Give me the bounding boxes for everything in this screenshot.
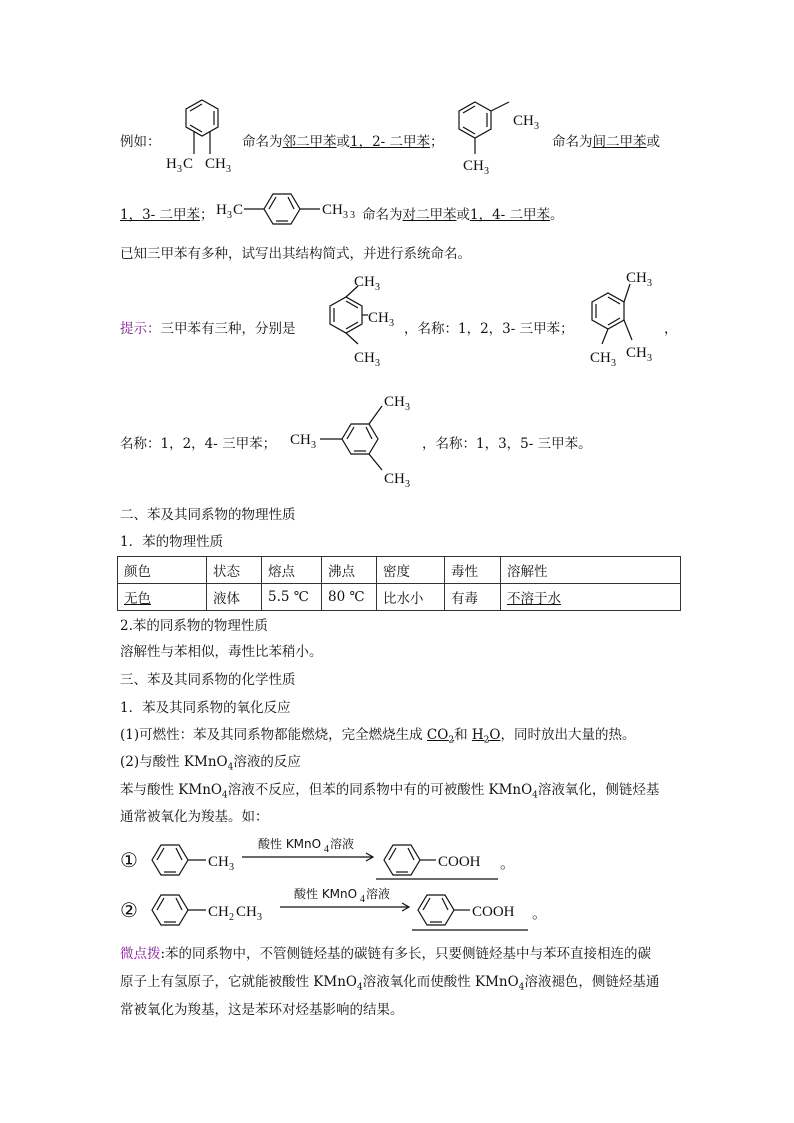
svg-text:CH: CH	[208, 904, 229, 920]
table-cell: 比水小	[377, 584, 445, 611]
svg-text:溶液: 溶液	[330, 837, 355, 851]
section2-sub2: 2.苯的同系物的物理性质	[120, 618, 268, 634]
svg-text:3: 3	[226, 164, 231, 175]
svg-text:溶液: 溶液	[366, 887, 391, 901]
table-header-cell: 密度	[377, 557, 445, 584]
question-text: 已知三甲苯有多种，试写出其结构简式，并进行系统命名。	[120, 246, 471, 262]
svg-text:2: 2	[229, 912, 234, 923]
svg-text:H: H	[216, 202, 227, 218]
meta-naming: 命名为间二甲苯或	[552, 134, 660, 150]
section2-heading: 二、苯及其同系物的物理性质	[120, 507, 296, 523]
hint-name2: 名称：1，2，4- 三甲苯；	[120, 436, 277, 452]
svg-text:CH: CH	[513, 113, 534, 129]
kmno4-heading: (2)与酸性 KMnO$_4$溶液的反应	[120, 754, 301, 773]
svg-text:3: 3	[405, 479, 410, 490]
svg-text:H: H	[166, 156, 177, 172]
svg-text:②: ②	[120, 900, 138, 922]
svg-text:CH: CH	[463, 158, 484, 174]
meta-xylene-structure	[445, 92, 555, 182]
hint-label: 提示：	[120, 321, 161, 337]
svg-text:CH: CH	[590, 350, 611, 366]
svg-text:CH: CH	[626, 345, 647, 361]
table-header-cell: 溶解性	[501, 557, 681, 584]
table-cell: 80 ℃	[322, 584, 377, 611]
svg-text:CH: CH	[384, 471, 405, 487]
table-cell: 有毒	[445, 584, 501, 611]
ortho-naming: 命名为邻二甲苯或1，2- 二甲苯；	[242, 134, 444, 150]
table-header-row	[118, 557, 681, 584]
section3-sub1: 1．苯及其同系物的氧化反应	[120, 700, 291, 716]
para-xylene-structure	[212, 188, 372, 228]
hint-intro: 提示：三甲苯有三种，分别是	[120, 321, 296, 337]
table-cell: 液体	[207, 584, 262, 611]
tip-label: 微点拨	[120, 946, 161, 962]
combustion-paragraph: (1)可燃性：苯及其同系物都能燃烧，完全燃烧生成 $CO_2$和 $H_2O$，同时放出大量的热。	[120, 727, 636, 746]
table-cell: 无色	[118, 584, 207, 611]
svg-text:CH: CH	[354, 274, 375, 290]
tip-line2: 原子上有氢原子，它就能被酸性 KMnO$_4$溶液氧化而使酸性 KMnO$_4$溶液褪色，侧链烃基通	[120, 974, 660, 993]
para-naming: 命名为对二甲苯或1，4- 二甲苯。	[362, 207, 564, 223]
table-header-cell: 状态	[207, 557, 262, 584]
svg-text:CH: CH	[208, 854, 229, 870]
kmno4-paragraph-line2: 通常被氧化为羧基。如：	[120, 809, 269, 825]
svg-text:3: 3	[647, 353, 652, 364]
section2-sub1: 1．苯的物理性质	[120, 534, 224, 550]
svg-text:CH: CH	[236, 904, 257, 920]
svg-text:酸性 KMnO: 酸性 KMnO	[258, 837, 322, 851]
table-header-cell: 沸点	[322, 557, 377, 584]
svg-text:3: 3	[389, 318, 394, 329]
svg-text:CH: CH	[322, 202, 343, 218]
table-row	[118, 584, 681, 611]
svg-text:CH: CH	[205, 156, 226, 172]
benzene-property-table	[117, 556, 681, 611]
tip-line3: 常被氧化为羧基，这是苯环对烃基影响的结果。	[120, 1002, 404, 1018]
svg-text:CH: CH	[290, 432, 311, 448]
reaction-ethylbenzene-oxidation	[118, 880, 568, 936]
trimethyl-135-structure	[290, 386, 420, 496]
svg-text:。: 。	[500, 856, 516, 872]
svg-text:4: 4	[360, 894, 365, 905]
svg-text:酸性 KMnO: 酸性 KMnO	[294, 887, 358, 901]
svg-text:。: 。	[532, 906, 548, 922]
table-header-cell: 熔点	[262, 557, 322, 584]
table-cell: 5.5 ℃	[262, 584, 322, 611]
svg-text:4: 4	[324, 844, 329, 855]
svg-text:3: 3	[350, 210, 355, 221]
hint-comma: ，	[664, 321, 678, 337]
section2-sub2-text: 溶解性与苯相似，毒性比苯稍小。	[120, 644, 323, 660]
svg-text:CH: CH	[354, 350, 375, 366]
svg-text:CH: CH	[368, 310, 389, 326]
svg-text:C: C	[183, 156, 194, 172]
svg-text:CH: CH	[626, 270, 647, 286]
tip-line1: 微点拨:苯的同系物中，不管侧链烃基的碳链有多长，只要侧链烃基中与苯环直接相连的碳	[120, 946, 652, 962]
kmno4-paragraph-line1: 苯与酸性 KMnO$_4$溶液不反应，但苯的同系物中有的可被酸性 KMnO$_4$溶液氧化，侧链烃基	[120, 782, 660, 801]
svg-text:3: 3	[343, 210, 348, 221]
reaction-toluene-oxidation	[118, 830, 558, 884]
table-header-cell: 毒性	[445, 557, 501, 584]
svg-text:①: ①	[120, 850, 138, 872]
trimethyl-123-structure	[300, 266, 410, 372]
svg-text:3: 3	[227, 210, 232, 221]
svg-text:3: 3	[375, 282, 380, 293]
section3-heading: 三、苯及其同系物的化学性质	[120, 672, 296, 688]
table-header-cell: 颜色	[118, 557, 207, 584]
svg-text:3: 3	[534, 121, 539, 132]
meta-naming-cont: 1，3- 二甲苯；	[120, 207, 214, 223]
svg-text:3: 3	[647, 278, 652, 289]
svg-text:COOH: COOH	[472, 904, 515, 920]
table-cell: 不溶于水	[501, 584, 681, 611]
hint-name1: ，名称：1，2，3- 三甲苯；	[404, 321, 574, 337]
ortho-xylene-structure	[160, 92, 245, 182]
example-prefix: 例如：	[120, 134, 161, 150]
hint-name3: ，名称：1，3，5- 三甲苯。	[422, 436, 592, 452]
trimethyl-124-structure	[572, 262, 672, 374]
svg-text:3: 3	[375, 358, 380, 369]
svg-text:3: 3	[257, 912, 262, 923]
svg-text:C: C	[233, 202, 244, 218]
svg-text:CH: CH	[384, 394, 405, 410]
svg-text:3: 3	[484, 166, 489, 177]
svg-text:3: 3	[177, 164, 182, 175]
svg-text:3: 3	[611, 358, 616, 369]
svg-text:3: 3	[405, 402, 410, 413]
svg-text:3: 3	[229, 862, 234, 873]
svg-text:3: 3	[311, 440, 316, 451]
svg-text:COOH: COOH	[438, 854, 481, 870]
